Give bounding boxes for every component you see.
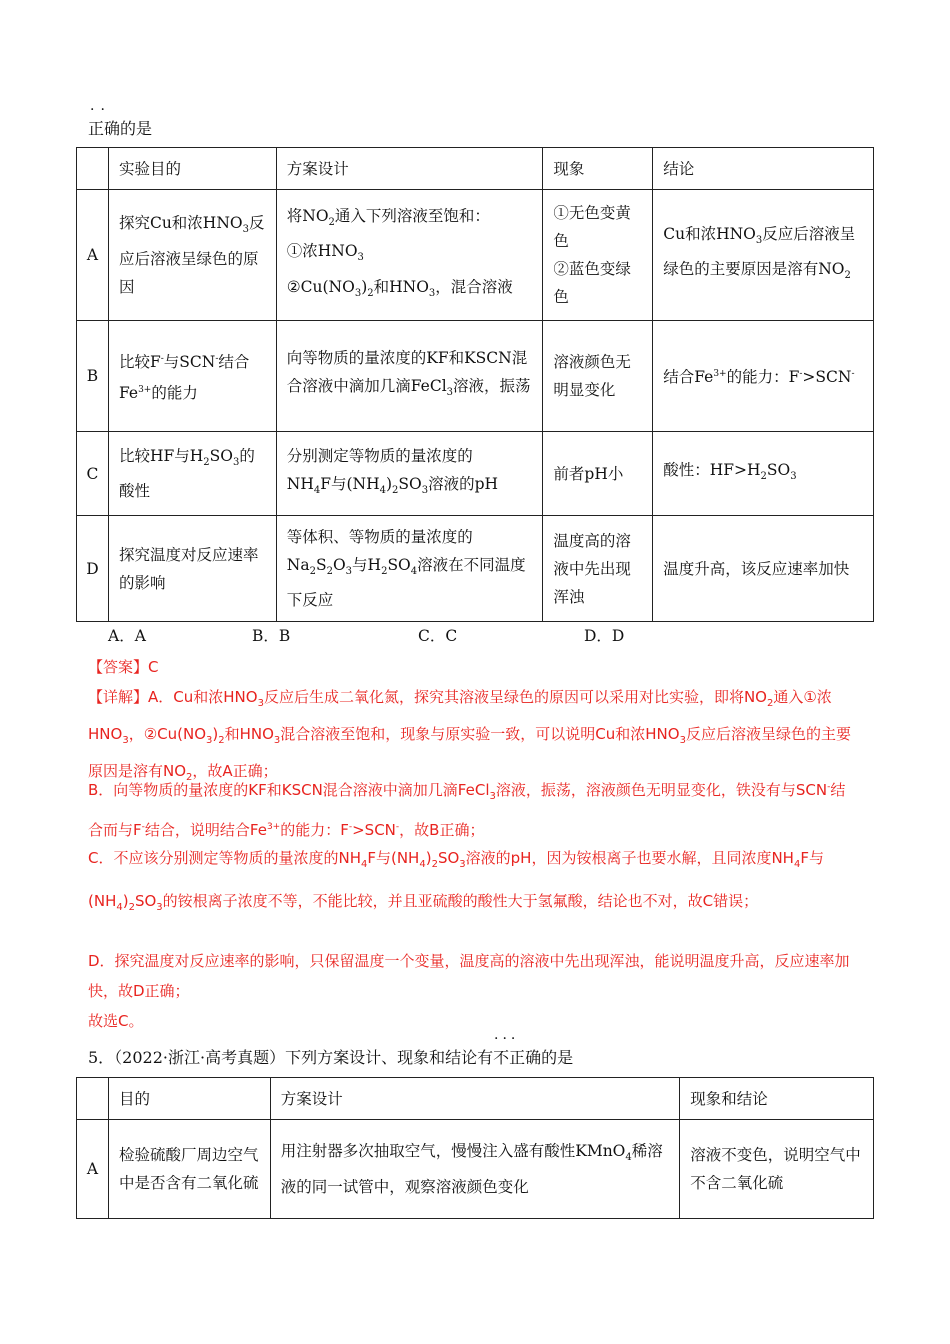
option-a: A．A xyxy=(108,627,146,645)
table-header-row xyxy=(77,148,874,190)
table-row xyxy=(77,516,874,622)
cell-purpose: 探究Cu和浓$HNO_3$反应后溶液呈绿色的原因 xyxy=(108,190,276,321)
cell-design: 等体积、等物质的量浓度的$Na_2S_2O_3$与$H_2SO_4$溶液在不同温度下反应 xyxy=(276,516,543,622)
cell-purpose: 探究温度对反应速率的影响 xyxy=(108,516,276,622)
cell-conclusion: 温度升高，该反应速率加快 xyxy=(653,516,874,622)
cell-design: 将$NO_2$通入下列溶液至饱和： ①浓$HNO_3$ $②Cu(NO_3)_2$和$HNO_3$，混合溶液 xyxy=(276,190,543,321)
explanation-d: D．探究温度对反应速率的影响，只保留温度一个变量，温度高的溶液中先出现浑浊，能说明温度升高，反应速率加快，故D正确； xyxy=(88,952,850,1000)
cell-purpose: 比较F-与SCN-结合$Fe^{3+}$的能力 xyxy=(108,321,276,432)
cell-phenomenon: 温度高的溶液中先出现浑浊 xyxy=(543,516,653,622)
header-purpose: 目的 xyxy=(108,1078,270,1120)
table-row xyxy=(77,321,874,432)
table-row xyxy=(77,1120,874,1219)
header-result: 现象和结论 xyxy=(680,1078,874,1120)
row-label: B xyxy=(77,321,109,432)
header-design: 方案设计 xyxy=(276,148,543,190)
cell-result: 溶液不变色，说明空气中不含二氧化硫 xyxy=(680,1120,874,1219)
cell-purpose: 比较HF与$H_2SO_3$的酸性 xyxy=(108,432,276,516)
lead-text: ·· 正确的是 xyxy=(88,102,153,138)
experiment-table-2 xyxy=(76,1077,874,1219)
explanation-c: C．不应该分别测定等物质的量浓度的$NH_4F$与$(NH_4)_2SO_3$溶液的pH，因为铵根离子也要水解，且同浓度$NH_4F$与$(NH_4)_2SO_3$的铵根离子浓度不等，不能比较，并且亚硫酸的酸性大于氢氟酸，结论也不对，故C错误； xyxy=(88,849,824,913)
header-design: 方案设计 xyxy=(270,1078,679,1120)
cell-phenomenon: 前者pH小 xyxy=(543,432,653,516)
answer-label: 【答案】C xyxy=(88,658,159,676)
row-label: A xyxy=(77,1120,109,1219)
row-label: A xyxy=(77,190,109,321)
experiment-table-1 xyxy=(76,147,874,622)
cell-design: 分别测定等物质的量浓度的 $NH_4F$与$(NH_4)_2SO_3$溶液的pH xyxy=(276,432,543,516)
header-conclusion: 结论 xyxy=(653,148,874,190)
emphasis-dots: ··· xyxy=(494,1031,520,1047)
option-d: D．D xyxy=(584,627,625,645)
cell-phenomenon: 溶液颜色无明显变化 xyxy=(543,321,653,432)
cell-conclusion: Cu和浓$HNO_3$反应后溶液呈绿色的主要原因是溶有$NO_2$ xyxy=(653,190,874,321)
option-c: C．C xyxy=(418,627,458,645)
header-blank xyxy=(77,148,109,190)
header-blank xyxy=(77,1078,109,1120)
cell-phenomenon: ①无色变黄色 ②蓝色变绿色 xyxy=(543,190,653,321)
header-phenomenon: 现象 xyxy=(543,148,653,190)
emphasis-dots: ·· xyxy=(90,102,111,118)
cell-conclusion: 酸性：$HF>H_2SO_3$ xyxy=(653,432,874,516)
cell-conclusion: 结合$Fe^{3+}$的能力：F->SCN- xyxy=(653,321,874,432)
cell-purpose: 检验硫酸厂周边空气中是否含有二氧化硫 xyxy=(108,1120,270,1219)
header-purpose: 实验目的 xyxy=(108,148,276,190)
explanation-final: 故选C。 xyxy=(88,1012,144,1030)
explanation-b: B．向等物质的量浓度的KF和KSCN混合溶液中滴加几滴FeCl$_3$溶液，振荡，溶液颜色无明显变化，铁没有与SCN-结合而与F-结合，说明结合$Fe^{3+}$的能力：F->SCN-，故B正确； xyxy=(88,781,846,839)
option-b: B．B xyxy=(252,627,291,645)
row-label: C xyxy=(77,432,109,516)
table-header-row xyxy=(77,1078,874,1120)
cell-design: 向等物质的量浓度的KF和KSCN混合溶液中滴加几滴FeCl$_3$溶液，振荡 xyxy=(276,321,543,432)
row-label: D xyxy=(77,516,109,622)
table-row xyxy=(77,190,874,321)
explanation-a: 【详解】A．Cu和浓$HNO_3$反应后生成二氧化氮，探究其溶液呈绿色的原因可以采用对比实验，即将$NO_2$通入①浓$HNO_3$，$②Cu(NO_3)_2$和$HNO_3$混合溶液至饱和，现象与原实验一致，可以说明Cu和浓$HNO_3$反应后溶液呈绿色的主要原因是溶有$NO_2$，故A正确； xyxy=(88,688,851,783)
table-row xyxy=(77,432,874,516)
cell-design: 用注射器多次抽取空气，慢慢注入盛有酸性KMnO$_4$稀溶液的同一试管中，观察溶液颜色变化 xyxy=(270,1120,679,1219)
question-5: ··· 5．（2022·浙江·高考真题）下列方案设计、现象和结论有不正确的是 xyxy=(88,1031,574,1067)
